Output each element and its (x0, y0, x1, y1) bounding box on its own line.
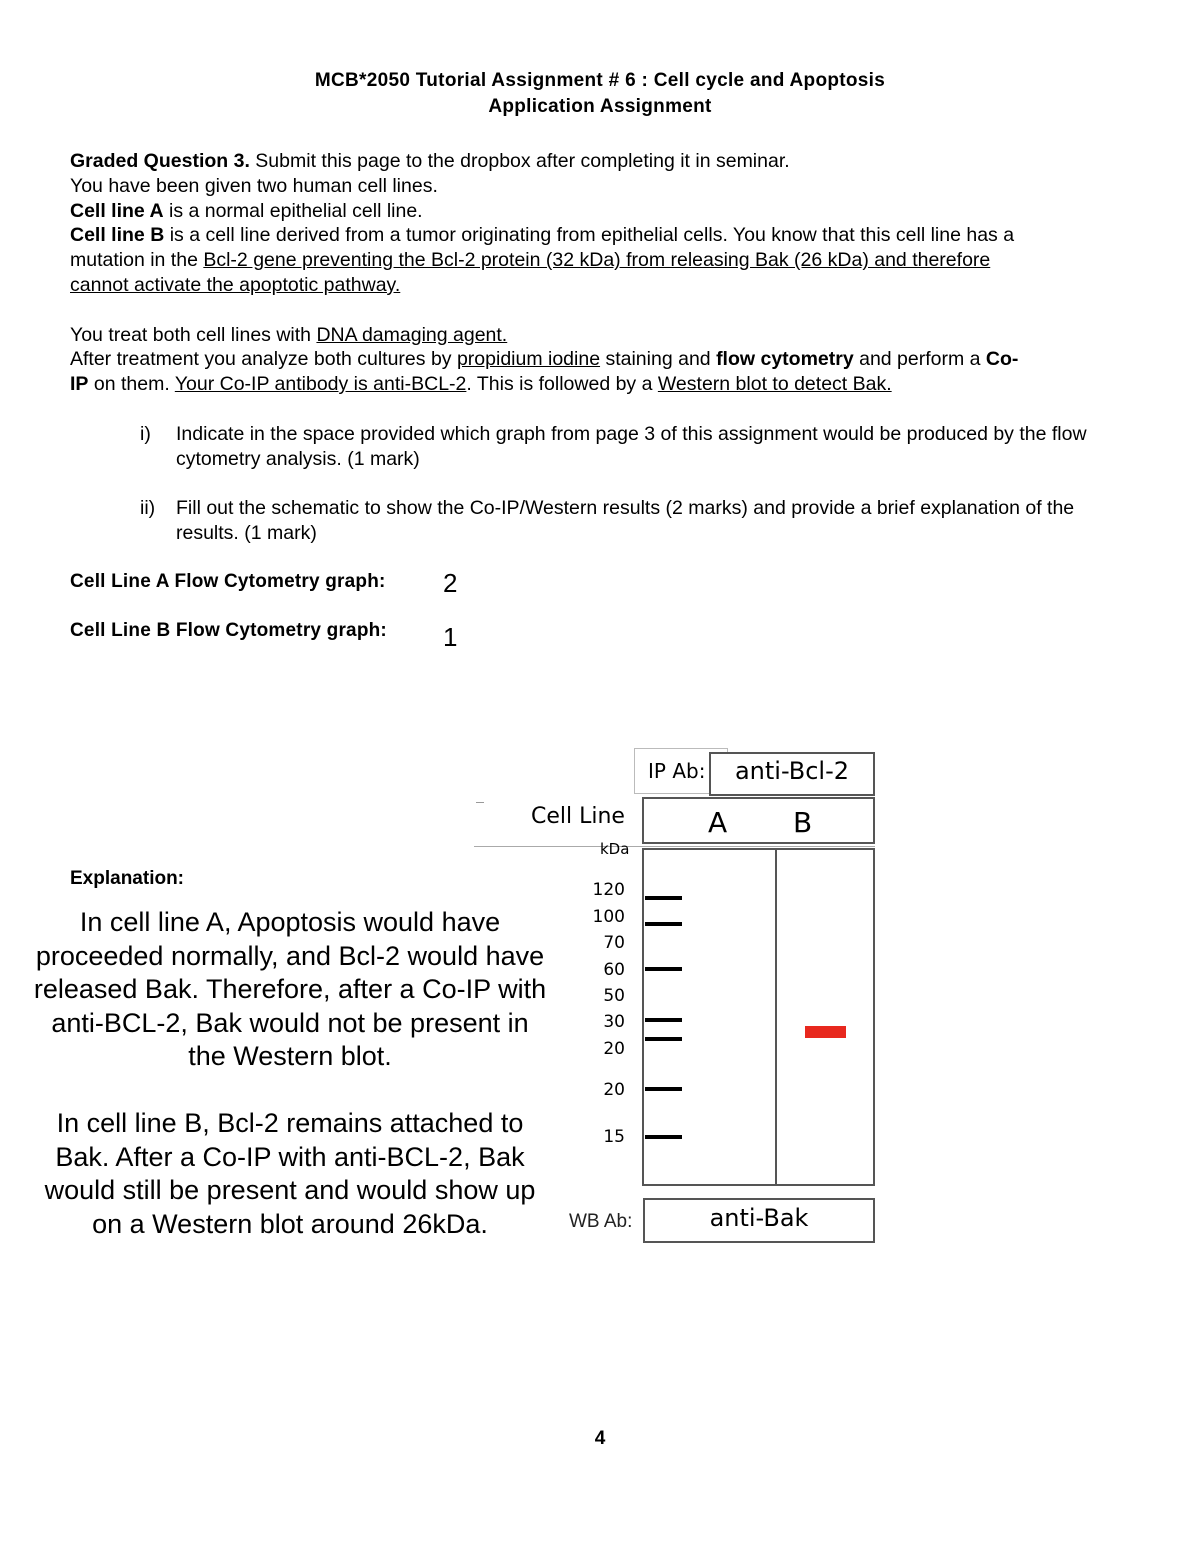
cell-line-b-label: Cell line B (70, 224, 165, 247)
marker-label: 50 (603, 986, 625, 1006)
lane-b-label: B (793, 806, 813, 839)
cell-line-label: Cell Line (531, 804, 625, 829)
analysis-western: Western blot to detect Bak. (657, 373, 892, 396)
analysis-text-5: . This is followed by a (466, 373, 658, 396)
marker-band (645, 1087, 682, 1091)
wb-label: WB Ab: (569, 1211, 633, 1232)
marker-band (645, 1018, 682, 1022)
treatment-agent: DNA damaging agent. (316, 323, 508, 346)
document-title: MCB*2050 Tutorial Assignment # 6 : Cell cycle and Apoptosis (314, 70, 886, 91)
marker-band (645, 896, 682, 900)
marker-label: 30 (603, 1012, 625, 1032)
lane-a-label: A (708, 806, 728, 839)
explanation-paragraph-2 (30, 1107, 550, 1241)
analysis-antibody: Your Co-IP antibody is anti-BCL-2 (174, 373, 467, 396)
marker-label: 15 (603, 1127, 625, 1147)
intro-paragraph (70, 149, 1130, 397)
marker-band (645, 1135, 682, 1139)
marker-band (645, 922, 682, 926)
explanation-text-1: In cell line A, Apoptosis would have proceeded normally, and Bcl-2 would have released Bak. Therefore, after a Co-IP with anti-BCL-2, Bak would not be present in the Western blot. (33, 907, 547, 1071)
lane-divider (775, 849, 777, 1185)
page-number: 4 (594, 1428, 606, 1449)
question-number: i) (140, 423, 151, 445)
analysis-method: flow cytometry (716, 348, 854, 371)
analysis-coip-2: IP (70, 373, 89, 396)
bak-band-lane-b (805, 1026, 846, 1038)
marker-label: 100 (592, 907, 625, 927)
ip-value: anti-Bcl-2 (734, 757, 850, 785)
explanation-text-2: In cell line B, Bcl-2 remains attached to Bak. After a Co-IP with anti-BCL-2, Bak would still be present and would show up on a Western blot around 26kDa. (44, 1108, 536, 1239)
marker-label: 60 (603, 960, 625, 980)
divider (474, 846, 875, 847)
marker-band (645, 1037, 682, 1041)
wb-value: anti-Bak (709, 1204, 809, 1232)
cell-line-b-graph-label: Cell Line B Flow Cytometry graph: (70, 620, 387, 641)
analysis-text-3: and perform a (853, 348, 986, 371)
cell-line-a-graph-label: Cell Line A Flow Cytometry graph: (70, 571, 386, 592)
document-subtitle: Application Assignment (488, 96, 712, 117)
analysis-text-1: After treatment you analyze both cultures by (70, 348, 457, 371)
graded-question-text: Submit this page to the dropbox after completing it in seminar. (249, 150, 790, 172)
intro-line: You have been given two human cell lines. (70, 174, 438, 197)
cell-line-b-text: is a cell line derived from a tumor originating from epithelial cells. You know that this cell line has a (164, 224, 1015, 247)
cell-line-b-underline-2: cannot activate the apoptotic pathway. (70, 273, 401, 296)
cell-line-b-underline-1: Bcl-2 gene preventing the Bcl-2 protein (32 kDa) from releasing Bak (26 kDa) and therefore (203, 249, 991, 272)
marker-label: 20 (603, 1080, 625, 1100)
cell-line-a-text: is a normal epithelial cell line. (163, 199, 423, 222)
treatment-text: You treat both cell lines with (70, 323, 317, 346)
cell-line-a-graph-answer: 2 (443, 568, 458, 598)
ip-label: IP Ab: (648, 759, 706, 783)
cell-line-b-text-2: mutation in the (70, 249, 204, 272)
marker-label: 70 (603, 933, 625, 953)
cell-line-a-label: Cell line A (70, 199, 164, 222)
divider (476, 802, 484, 803)
lane-header-box (642, 797, 875, 844)
marker-label: 20 (603, 1039, 625, 1059)
question-text: Fill out the schematic to show the Co-IP/Western results (2 marks) and provide a brief explanation of the results. (1 mark) (176, 497, 1075, 544)
analysis-text-4: on them. (88, 373, 175, 396)
marker-band (645, 967, 682, 971)
question-number: ii) (140, 497, 156, 519)
analysis-stain: propidium iodine (456, 348, 601, 371)
graded-question-label: Graded Question 3. (70, 150, 250, 172)
analysis-text-2: staining and (600, 348, 717, 371)
marker-label: 120 (592, 880, 625, 900)
cell-line-b-graph-answer: 1 (443, 622, 458, 652)
analysis-coip-1: Co- (985, 348, 1019, 371)
explanation-paragraph-1 (30, 906, 550, 1074)
explanation-label: Explanation: (70, 868, 185, 889)
question-text: Indicate in the space provided which graph from page 3 of this assignment would be produced by the flow cytometry analysis. (1 mark) (176, 423, 1087, 470)
kda-label: kDa (600, 840, 630, 858)
